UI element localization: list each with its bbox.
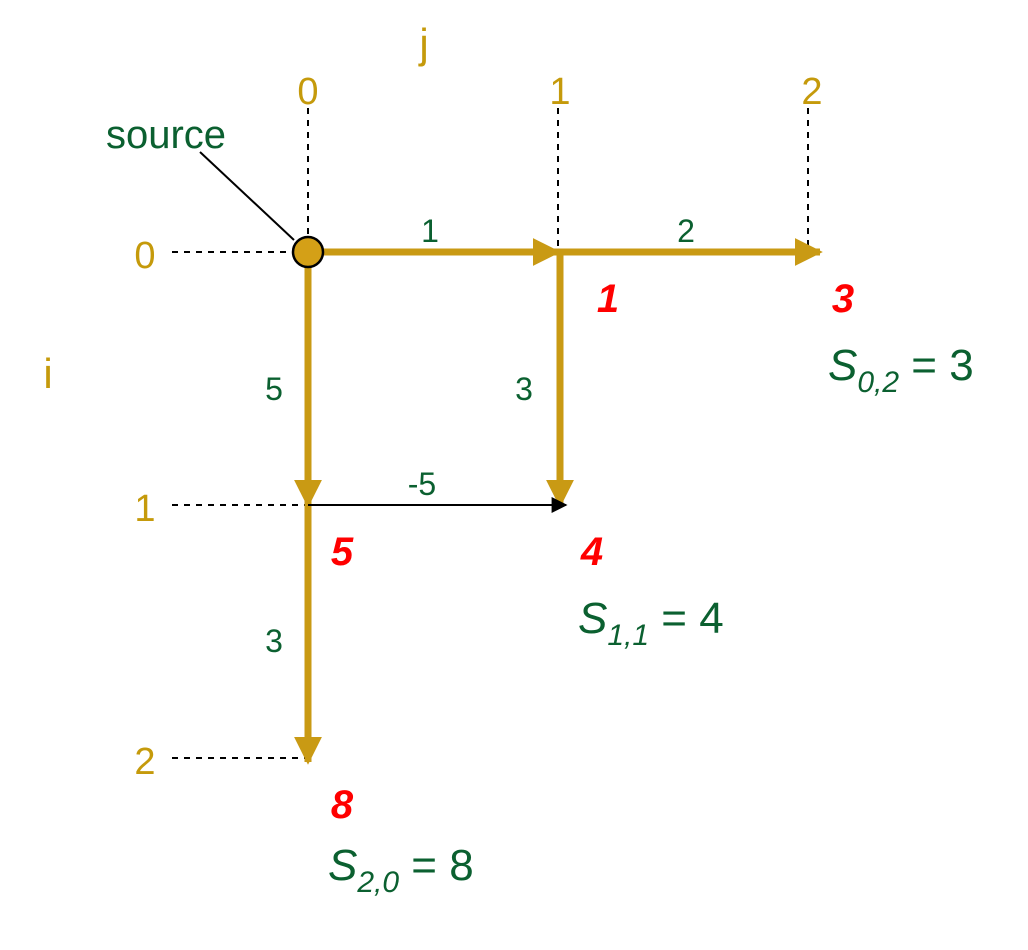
node-score-1-1: 4: [580, 530, 604, 574]
dag-edges: [308, 252, 820, 762]
node-score-1-0: 5: [330, 530, 354, 574]
column-label-0: 0: [297, 71, 319, 113]
formula-s-0-2: [828, 341, 974, 399]
row-label-1: 1: [134, 488, 156, 530]
formula-s-0-2-subscript: 0,2: [857, 366, 900, 399]
edge-weight-0-1-to-1-1: 3: [515, 371, 533, 407]
formula-s-2-0-value: = 8: [399, 841, 474, 890]
formula-s-1-1: [578, 594, 724, 652]
formula-s-2-0-symbol: S: [328, 841, 358, 890]
formula-s-2-0: [328, 841, 474, 899]
column-label-2: 2: [801, 71, 823, 113]
row-label-2: 2: [134, 741, 156, 783]
source-pointer-line: [200, 152, 294, 240]
node-score-0-2: 3: [831, 277, 855, 321]
column-label-1: 1: [549, 71, 571, 113]
source-node: [293, 237, 323, 267]
edge-weight-0-0-to-1-0: 5: [265, 371, 283, 407]
edge-weight-0-0-to-0-1: 1: [421, 213, 439, 249]
formula-s-1-1-subscript: 1,1: [607, 619, 650, 652]
formula-s-0-2-symbol: S: [828, 341, 858, 390]
node-score-0-1: 1: [596, 277, 620, 321]
grid-guides: [172, 108, 808, 758]
edge-weight-1-0-to-2-0: 3: [265, 623, 283, 659]
edge-weight-0-1-to-0-2: 2: [677, 213, 695, 249]
edge-weight-1-0-to-1-1: -5: [407, 466, 437, 502]
source-label: source: [105, 113, 227, 157]
formula-s-1-1-symbol: S: [578, 594, 608, 643]
column-axis-title: j: [419, 20, 429, 67]
formula-s-2-0-subscript: 2,0: [357, 866, 400, 899]
formula-s-1-1-value: = 4: [649, 594, 724, 643]
row-label-0: 0: [134, 235, 156, 277]
node-score-2-0: 8: [330, 783, 354, 827]
formula-s-0-2-value: = 3: [899, 341, 974, 390]
row-axis-title: i: [43, 350, 53, 397]
